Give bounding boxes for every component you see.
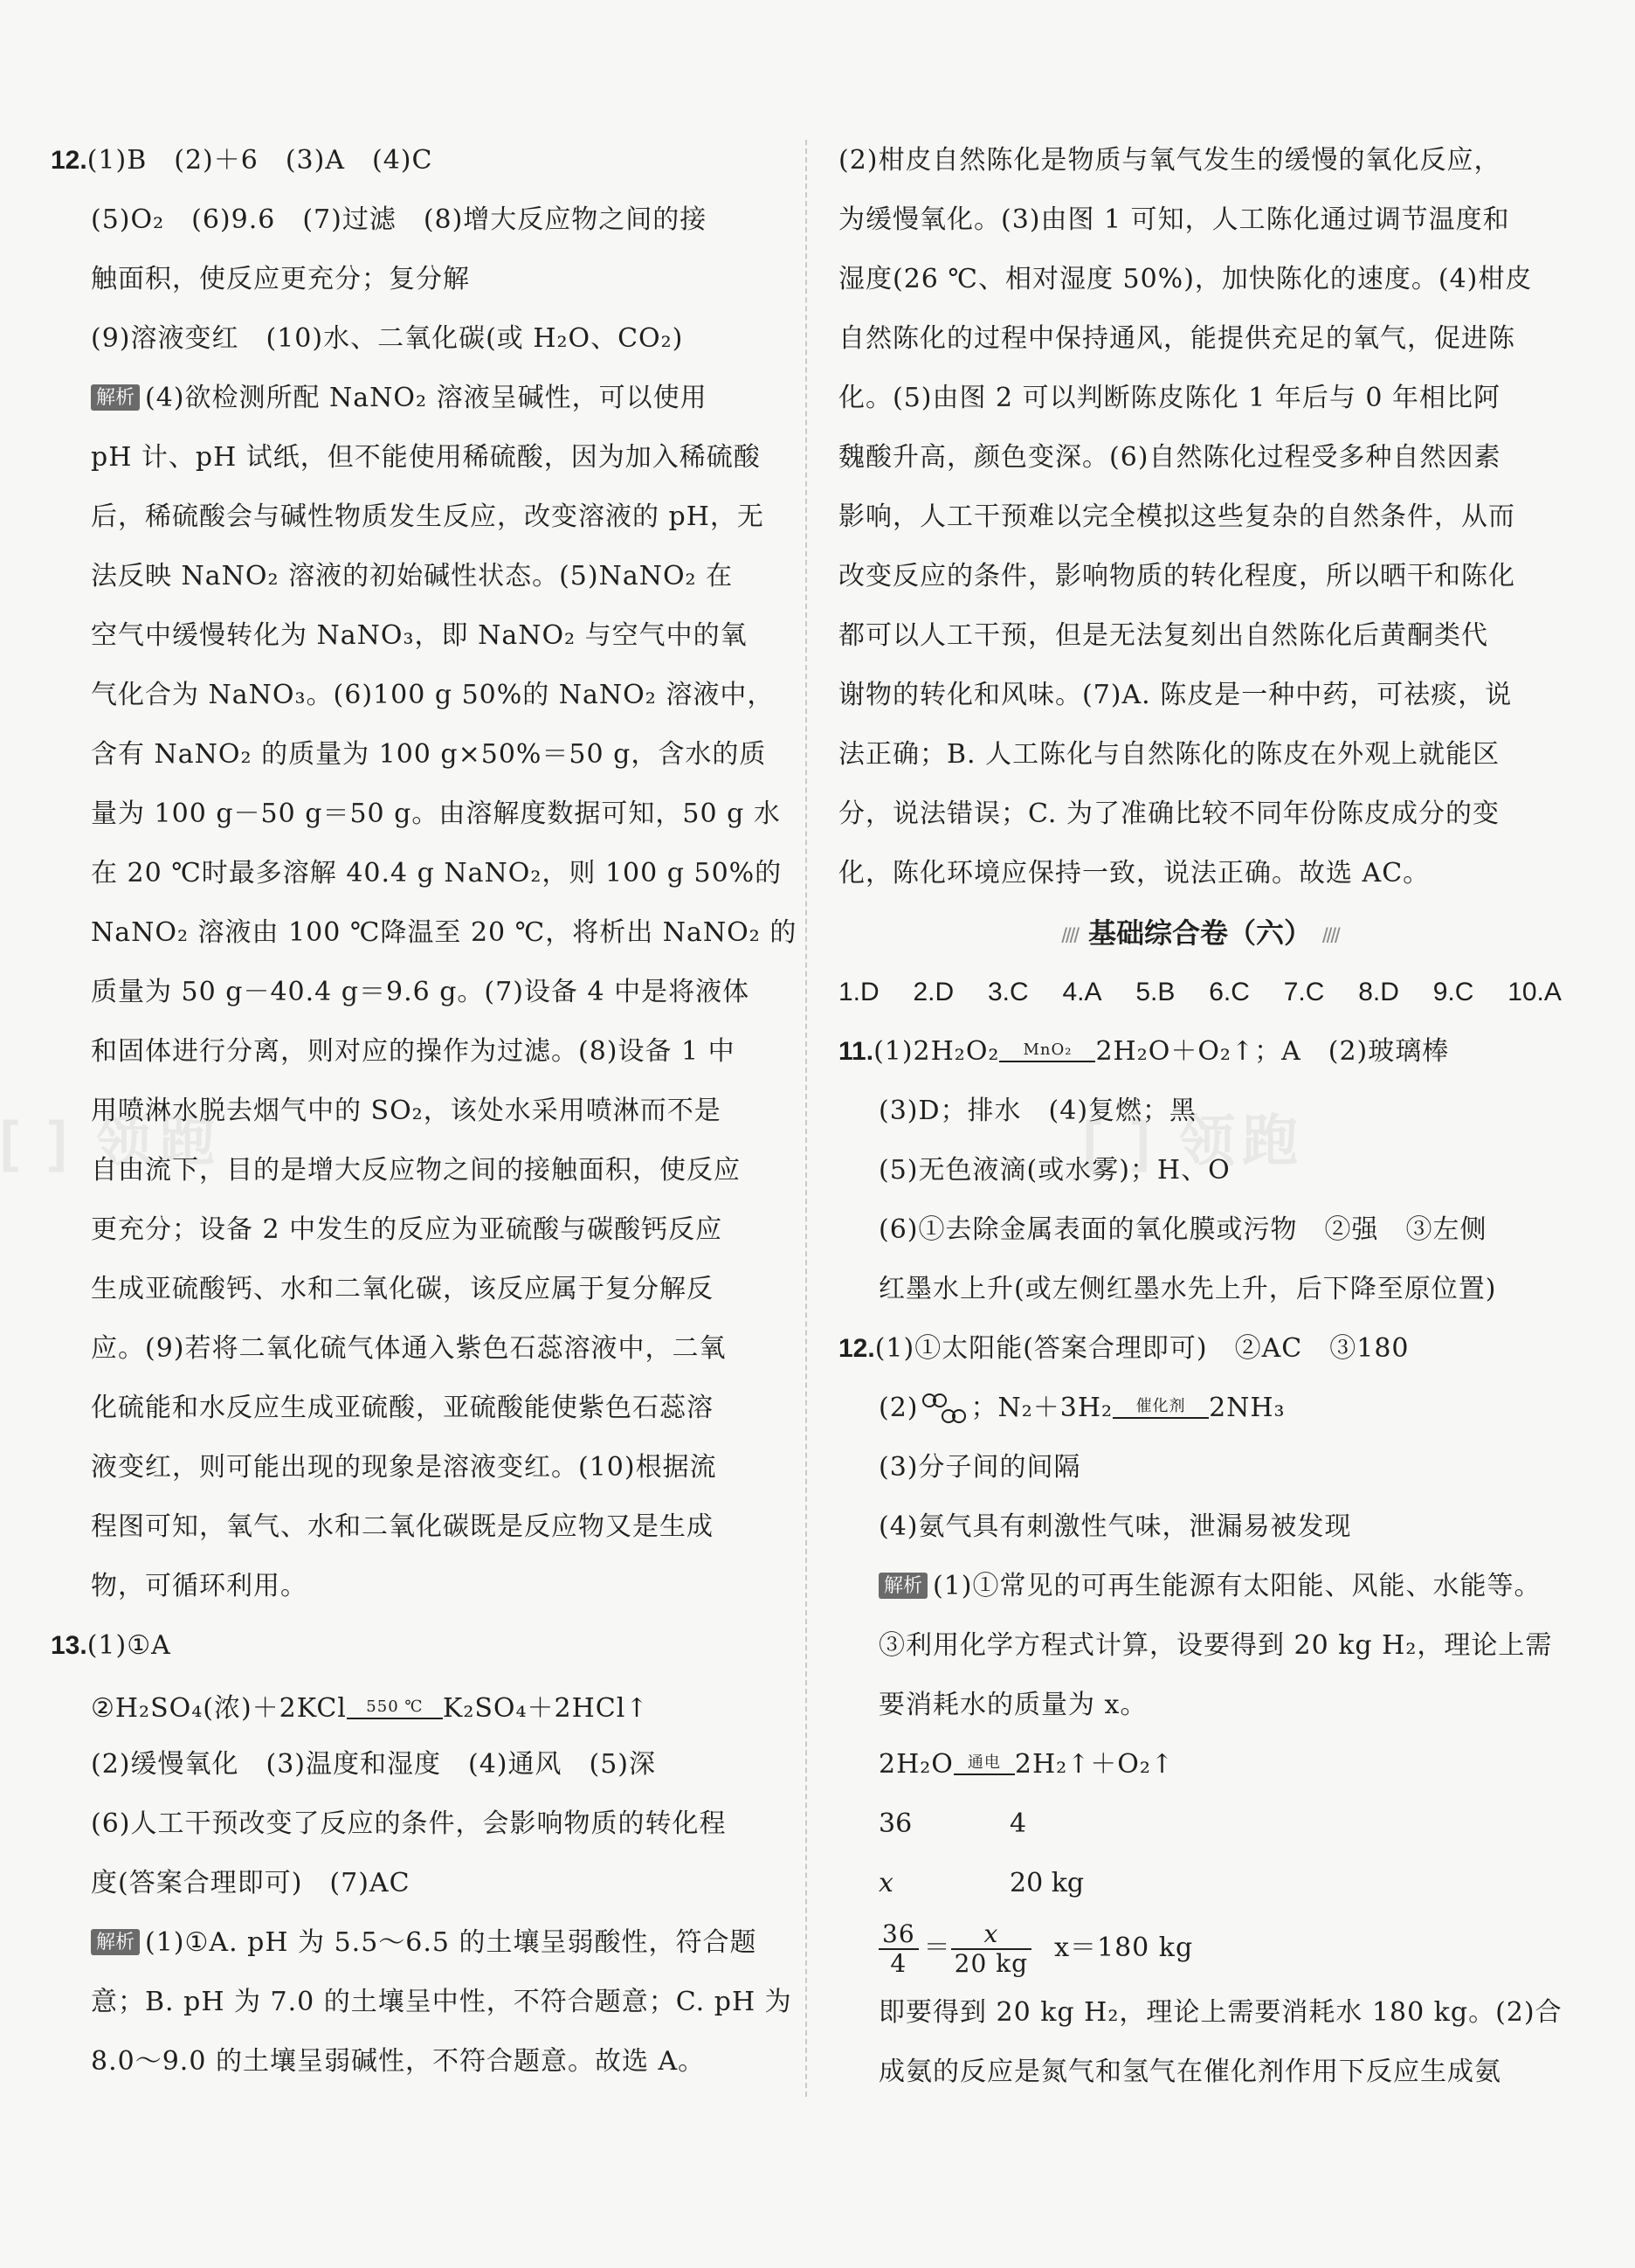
q12-line1 — [51, 131, 774, 190]
reaction-condition — [1113, 1397, 1209, 1419]
numerator: 36 — [879, 1920, 919, 1950]
analysis-badge: 解析 — [879, 1573, 928, 1599]
reaction-condition — [347, 1698, 443, 1719]
explain-text: (1)①常见的可再生能源有太阳能、风能、水能等。 — [933, 1571, 1542, 1601]
q12r-line4: (4)氨气具有刺激性气味，泄漏易被发现 — [879, 1511, 1352, 1542]
cont-line10: 谢物的转化和风味。(7)A. 陈皮是一种中药，可祛痰，说 — [838, 680, 1513, 710]
denominator: 20 kg — [954, 1949, 1029, 1978]
q12-explain-11: 质量为 50 g－40.4 g＝9.6 g。(7)设备 4 中是将液体 — [91, 977, 750, 1007]
q12-explain-1 — [51, 369, 774, 428]
equation-products: 2NH₃ — [1209, 1393, 1286, 1423]
q13-explain-3: 8.0～9.0 的土壤呈弱碱性，不符合题意。故选 A。 — [91, 2046, 706, 2077]
answer-item: 6.C — [1209, 978, 1250, 1006]
q12r-explain-5: 成氨的反应是氮气和氢气在催化剂作用下反应生成氨 — [879, 2057, 1501, 2087]
calc-result: x＝180 kg — [1054, 1933, 1194, 1963]
molecule-diagram-icon — [919, 1392, 971, 1427]
q12r-equation — [838, 1379, 1562, 1438]
cont-line8: 改变反应的条件，影响物质的转化程度，所以晒干和陈化 — [838, 561, 1515, 591]
equals-sign: ＝ — [923, 1933, 951, 1963]
equals-bar — [347, 1718, 443, 1719]
choice-answers — [838, 963, 1562, 1022]
question-number: 13. — [51, 1631, 87, 1660]
condition-text: 通电 — [967, 1753, 1001, 1772]
q11-line5: 红墨水上升(或左侧红墨水先上升，后下降至原位置) — [879, 1274, 1497, 1304]
analysis-badge: 解析 — [91, 1929, 140, 1955]
q12-explain-16: 生成亚硫酸钙、水和二氧化碳，该反应属于复分解反 — [91, 1274, 714, 1304]
q12-explain-19: 液变红，则可能出现的现象是溶液变红。(10)根据流 — [91, 1452, 717, 1483]
equation-reactants: 2H₂O — [879, 1749, 954, 1780]
fraction-1 — [879, 1920, 919, 1978]
equals-bar — [999, 1061, 1095, 1062]
q12r-explain-3: 要消耗水的质量为 x。 — [879, 1690, 1148, 1720]
q12-explain-21: 物，可循环利用。 — [91, 1571, 307, 1601]
cont-line9: 都可以人工干预，但是无法复刻出自然陈化后黄酮类代 — [838, 620, 1488, 651]
answer-item: 10.A — [1507, 978, 1562, 1006]
q12-line2: (5)O₂ (6)9.6 (7)过滤 (8)增大反应物之间的接 — [91, 204, 707, 235]
cont-line1: (2)柑皮自然陈化是物质与氧气发生的缓慢的氧化反应， — [838, 145, 1501, 176]
explain-text: (1)①A. pH 为 5.5～6.5 的土壤呈弱酸性，符合题 — [145, 1927, 757, 1958]
q12-line4: (9)溶液变红 (10)水、二氧化碳(或 H₂O、CO₂) — [91, 323, 684, 354]
equation-prefix: (2) — [879, 1393, 919, 1423]
q13-line5: 度(答案合理即可) (7)AC — [91, 1868, 410, 1898]
cont-line5: 化。(5)由图 2 可以判断陈皮陈化 1 年后与 0 年相比阿 — [838, 383, 1500, 413]
equation-reactants: ；N₂＋3H₂ — [970, 1393, 1114, 1423]
q12-explain-12: 和固体进行分离，则对应的操作为过滤。(8)设备 1 中 — [91, 1036, 735, 1067]
q12-explain-8: 量为 100 g－50 g＝50 g。由溶解度数据可知，50 g 水 — [91, 799, 781, 829]
q12-explain-13: 用喷淋水脱去烟气中的 SO₂，该处水采用喷淋而不是 — [91, 1096, 721, 1126]
q12-explain-14: 自由流下，目的是增大反应物之间的接触面积，使反应 — [91, 1155, 741, 1186]
cont-line4: 自然陈化的过程中保持通风，能提供充足的氧气，促进陈 — [838, 323, 1515, 354]
q12-explain-7: 含有 NaNO₂ 的质量为 100 g×50%＝50 g，含水的质 — [91, 739, 767, 770]
answer-item: 8.D — [1358, 978, 1399, 1006]
q12-explain-9: 在 20 ℃时最多溶解 40.4 g NaNO₂，则 100 g 50%的 — [91, 858, 783, 889]
q12-line3: 触面积，使反应更充分；复分解 — [91, 264, 470, 294]
calc-row-mass — [838, 1854, 1562, 1913]
cont-line12: 分，说法错误；C. 为了准确比较不同年份陈皮成分的变 — [838, 799, 1500, 829]
explain-text: (4)欲检测所配 NaNO₂ 溶液呈碱性，可以使用 — [145, 383, 707, 413]
answer-item: 4.A — [1062, 978, 1102, 1006]
left-column — [51, 131, 797, 2092]
equation-products: K₂SO₄＋2HCl↑ — [442, 1693, 649, 1724]
cont-line3: 湿度(26 ℃、相对湿度 50%)，加快陈化的速度。(4)柑皮 — [838, 264, 1533, 294]
q13-line3: (2)缓慢氧化 (3)温度和湿度 (4)通风 (5)深 — [91, 1749, 656, 1780]
answer-text: (1)B (2)＋6 (3)A (4)C — [86, 145, 433, 176]
fraction-2 — [951, 1920, 1031, 1978]
q12-explain-20: 程图可知，氧气、水和二氧化碳既是反应物又是生成 — [91, 1511, 714, 1542]
q12-explain-15: 更充分；设备 2 中发生的反应为亚硫酸与碳酸钙反应 — [91, 1214, 723, 1245]
q12r-calc-equation — [838, 1735, 1562, 1794]
calc-proportion — [838, 1913, 1562, 1983]
equals-bar — [1113, 1417, 1209, 1419]
column-divider — [805, 140, 807, 2097]
condition-text: 550 ℃ — [366, 1698, 424, 1716]
q12-explain-4: 法反映 NaNO₂ 溶液的初始碱性状态。(5)NaNO₂ 在 — [91, 561, 734, 591]
answer-text: (1)①太阳能(答案合理即可) ②AC ③180 — [874, 1333, 1410, 1364]
watermark-left: [ ] 领跑 — [0, 1110, 223, 1172]
q12-explain-3: 后，稀硫酸会与碱性物质发生反应，改变溶液的 pH，无 — [91, 501, 764, 532]
q12-explain-10: NaNO₂ 溶液由 100 ℃降温至 20 ℃，将析出 NaNO₂ 的 — [91, 917, 797, 948]
q13-line4: (6)人工干预改变了反应的条件，会影响物质的转化程 — [91, 1808, 727, 1839]
right-column — [838, 131, 1562, 2102]
q12r-line1 — [838, 1319, 1562, 1379]
reaction-condition — [999, 1041, 1095, 1062]
q12-explain-17: 应。(9)若将二氧化硫气体通入紫色石蕊溶液中，二氧 — [91, 1333, 727, 1364]
analysis-badge: 解析 — [91, 384, 140, 411]
q12r-explain-1 — [838, 1557, 1562, 1616]
condition-text: MnO₂ — [1023, 1041, 1073, 1059]
q12r-explain-2: ③利用化学方程式计算，设要得到 20 kg H₂，理论上需 — [879, 1630, 1553, 1661]
section-title — [838, 903, 1562, 963]
section-title-text: 基础综合卷（六） — [1087, 917, 1312, 949]
q12-explain-2: pH 计、pH 试纸，但不能使用稀硫酸，因为加入稀硫酸 — [91, 442, 761, 473]
watermark-right: [ ] 领跑 — [1083, 1110, 1306, 1172]
answer-item: 7.C — [1283, 978, 1325, 1006]
q11-line4: (6)①去除金属表面的氧化膜或污物 ②强 ③左侧 — [879, 1214, 1487, 1245]
question-number: 12. — [838, 1334, 875, 1363]
equation-products: 2H₂↑＋O₂↑ — [1014, 1749, 1175, 1780]
cont-line11: 法正确；B. 人工陈化与自然陈化的陈皮在外观上就能区 — [838, 739, 1500, 770]
q11-line3: (5)无色液滴(或水雾)；H、O — [879, 1155, 1231, 1186]
q11-equation — [838, 1022, 1562, 1082]
denominator: 4 — [890, 1949, 907, 1978]
cont-line13: 化，陈化环境应保持一致，说法正确。故选 AC。 — [838, 858, 1431, 889]
calc-row-ratio — [838, 1794, 1562, 1854]
q12-explain-18: 化硫能和水反应生成亚硫酸，亚硫酸能使紫色石蕊溶 — [91, 1393, 714, 1423]
answer-item: 1.D — [838, 978, 880, 1006]
reaction-condition — [954, 1753, 1015, 1775]
cont-line7: 影响，人工干预难以完全模拟这些复杂的自然条件，从而 — [838, 501, 1515, 532]
calc-value: 36 — [879, 1808, 913, 1839]
equals-bar — [954, 1774, 1015, 1775]
answer-item: 5.B — [1135, 978, 1176, 1006]
equation-reactants: (1)2H₂O₂ — [873, 1036, 1000, 1067]
cont-line6: 魏酸升高，颜色变深。(6)自然陈化过程受多种自然因素 — [838, 442, 1501, 473]
equation-products: 2H₂O＋O₂↑；A (2)玻璃棒 — [1095, 1036, 1450, 1067]
cont-line2: 为缓慢氧化。(3)由图 1 可知，人工陈化通过调节温度和 — [838, 204, 1510, 235]
calc-value: x — [879, 1868, 893, 1898]
question-number: 11. — [838, 1037, 874, 1066]
q12-explain-6: 气化合为 NaNO₃。(6)100 g 50%的 NaNO₂ 溶液中， — [91, 680, 775, 710]
answer-text: (1)①A — [86, 1630, 171, 1661]
answer-item: 3.C — [988, 978, 1029, 1006]
title-decoration-right: //// — [1322, 924, 1339, 948]
condition-text: 催化剂 — [1135, 1397, 1186, 1415]
answer-item: 9.C — [1432, 978, 1474, 1006]
q13-equation — [51, 1676, 774, 1735]
calc-value: 4 — [1010, 1808, 1027, 1839]
answer-item: 2.D — [913, 978, 955, 1006]
q12r-explain-4: 即要得到 20 kg H₂，理论上需要消耗水 180 kg。(2)合 — [879, 1997, 1563, 2028]
title-decoration-left: //// — [1061, 924, 1078, 948]
q13-line1 — [51, 1616, 774, 1676]
q13-explain-1 — [51, 1913, 774, 1973]
equation-reactants: ②H₂SO₄(浓)＋2KCl — [91, 1693, 347, 1724]
question-number: 12. — [51, 146, 87, 175]
q13-explain-2: 意；B. pH 为 7.0 的土壤呈中性，不符合题意；C. pH 为 — [91, 1987, 792, 2017]
q12r-line3: (3)分子间的间隔 — [879, 1452, 1081, 1483]
calc-value: 20 kg — [1010, 1868, 1085, 1898]
numerator: x — [951, 1920, 1031, 1950]
q11-line2: (3)D；排水 (4)复燃；黑 — [879, 1096, 1197, 1126]
q12-explain-5: 空气中缓慢转化为 NaNO₃，即 NaNO₂ 与空气中的氧 — [91, 620, 748, 651]
